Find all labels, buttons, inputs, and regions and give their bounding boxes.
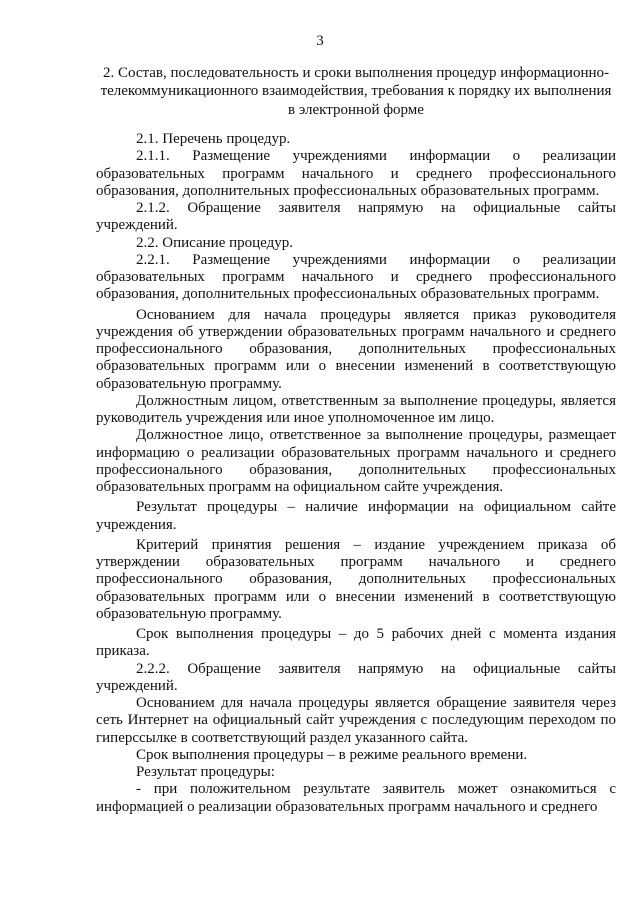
paragraph: Срок выполнения процедуры – в режиме реального времени. (136, 746, 528, 763)
page-number: 3 (316, 33, 324, 49)
paragraph: Должностное лицо, ответственное за выполнение процедуры, размещает информацию о реализации образовательных программ начального и среднего профессионального образования, дополнительных профессиональных образовательных программ на официальном сайте учреждения. (96, 427, 616, 495)
paragraph: 2.2. Описание процедур. (136, 234, 293, 251)
paragraph: - при положительном результате заявитель может ознакомиться с информацией о реализации образовательных программ начального и среднего (96, 781, 616, 815)
paragraph: 2.2.1. Размещение учреждениями информации о реализации образовательных программ начального и среднего профессионального образования, дополнительных профессиональных образовательных программ. (96, 251, 616, 303)
section-heading: 2. Состав, последовательность и сроки выполнения процедур информационно-телекоммуникационного взаимодействия, требования к порядку их выполнения в электронной форме (100, 65, 612, 118)
paragraph: Основанием для начала процедуры является обращение заявителя через сеть Интернет на официальный сайт учреждения с последующим переходом по гиперссылке в соответствующий раздел указанного сайта. (96, 695, 616, 746)
paragraph: Срок выполнения процедуры – до 5 рабочих дней с момента издания приказа. (96, 626, 616, 660)
paragraph: Результат процедуры: (136, 764, 275, 780)
paragraph: 2.2.2. Обращение заявителя напрямую на официальные сайты учреждений. (96, 660, 616, 694)
paragraph: Основанием для начала процедуры является приказ руководителя учреждения об утверждении образовательных программ начального и среднего профессионального образования, дополнительных профессиональных образовательных программ или о внесении изменений в соответствующую образовательную программу. (96, 306, 616, 392)
document-body (96, 131, 616, 816)
paragraph: Критерий принятия решения – издание учреждением приказа об утверждении образовательных программ начального и среднего профессионального образования, дополнительных профессиональных образовательных программ или о внесении изменений в соответствующую образовательную программу. (96, 536, 616, 622)
paragraph: 2.1.2. Обращение заявителя напрямую на официальные сайты учреждений. (96, 200, 616, 234)
paragraph: Результат процедуры – наличие информации на официальном сайте учреждения. (96, 499, 616, 533)
paragraph: 2.1. Перечень процедур. (136, 131, 291, 147)
paragraph: Должностным лицом, ответственным за выполнение процедуры, является руководитель учреждения или иное уполномоченное им лицо. (96, 392, 616, 426)
paragraph: 2.1.1. Размещение учреждениями информации о реализации образовательных программ начального и среднего профессионального образования, дополнительных профессиональных образовательных программ. (96, 148, 616, 199)
